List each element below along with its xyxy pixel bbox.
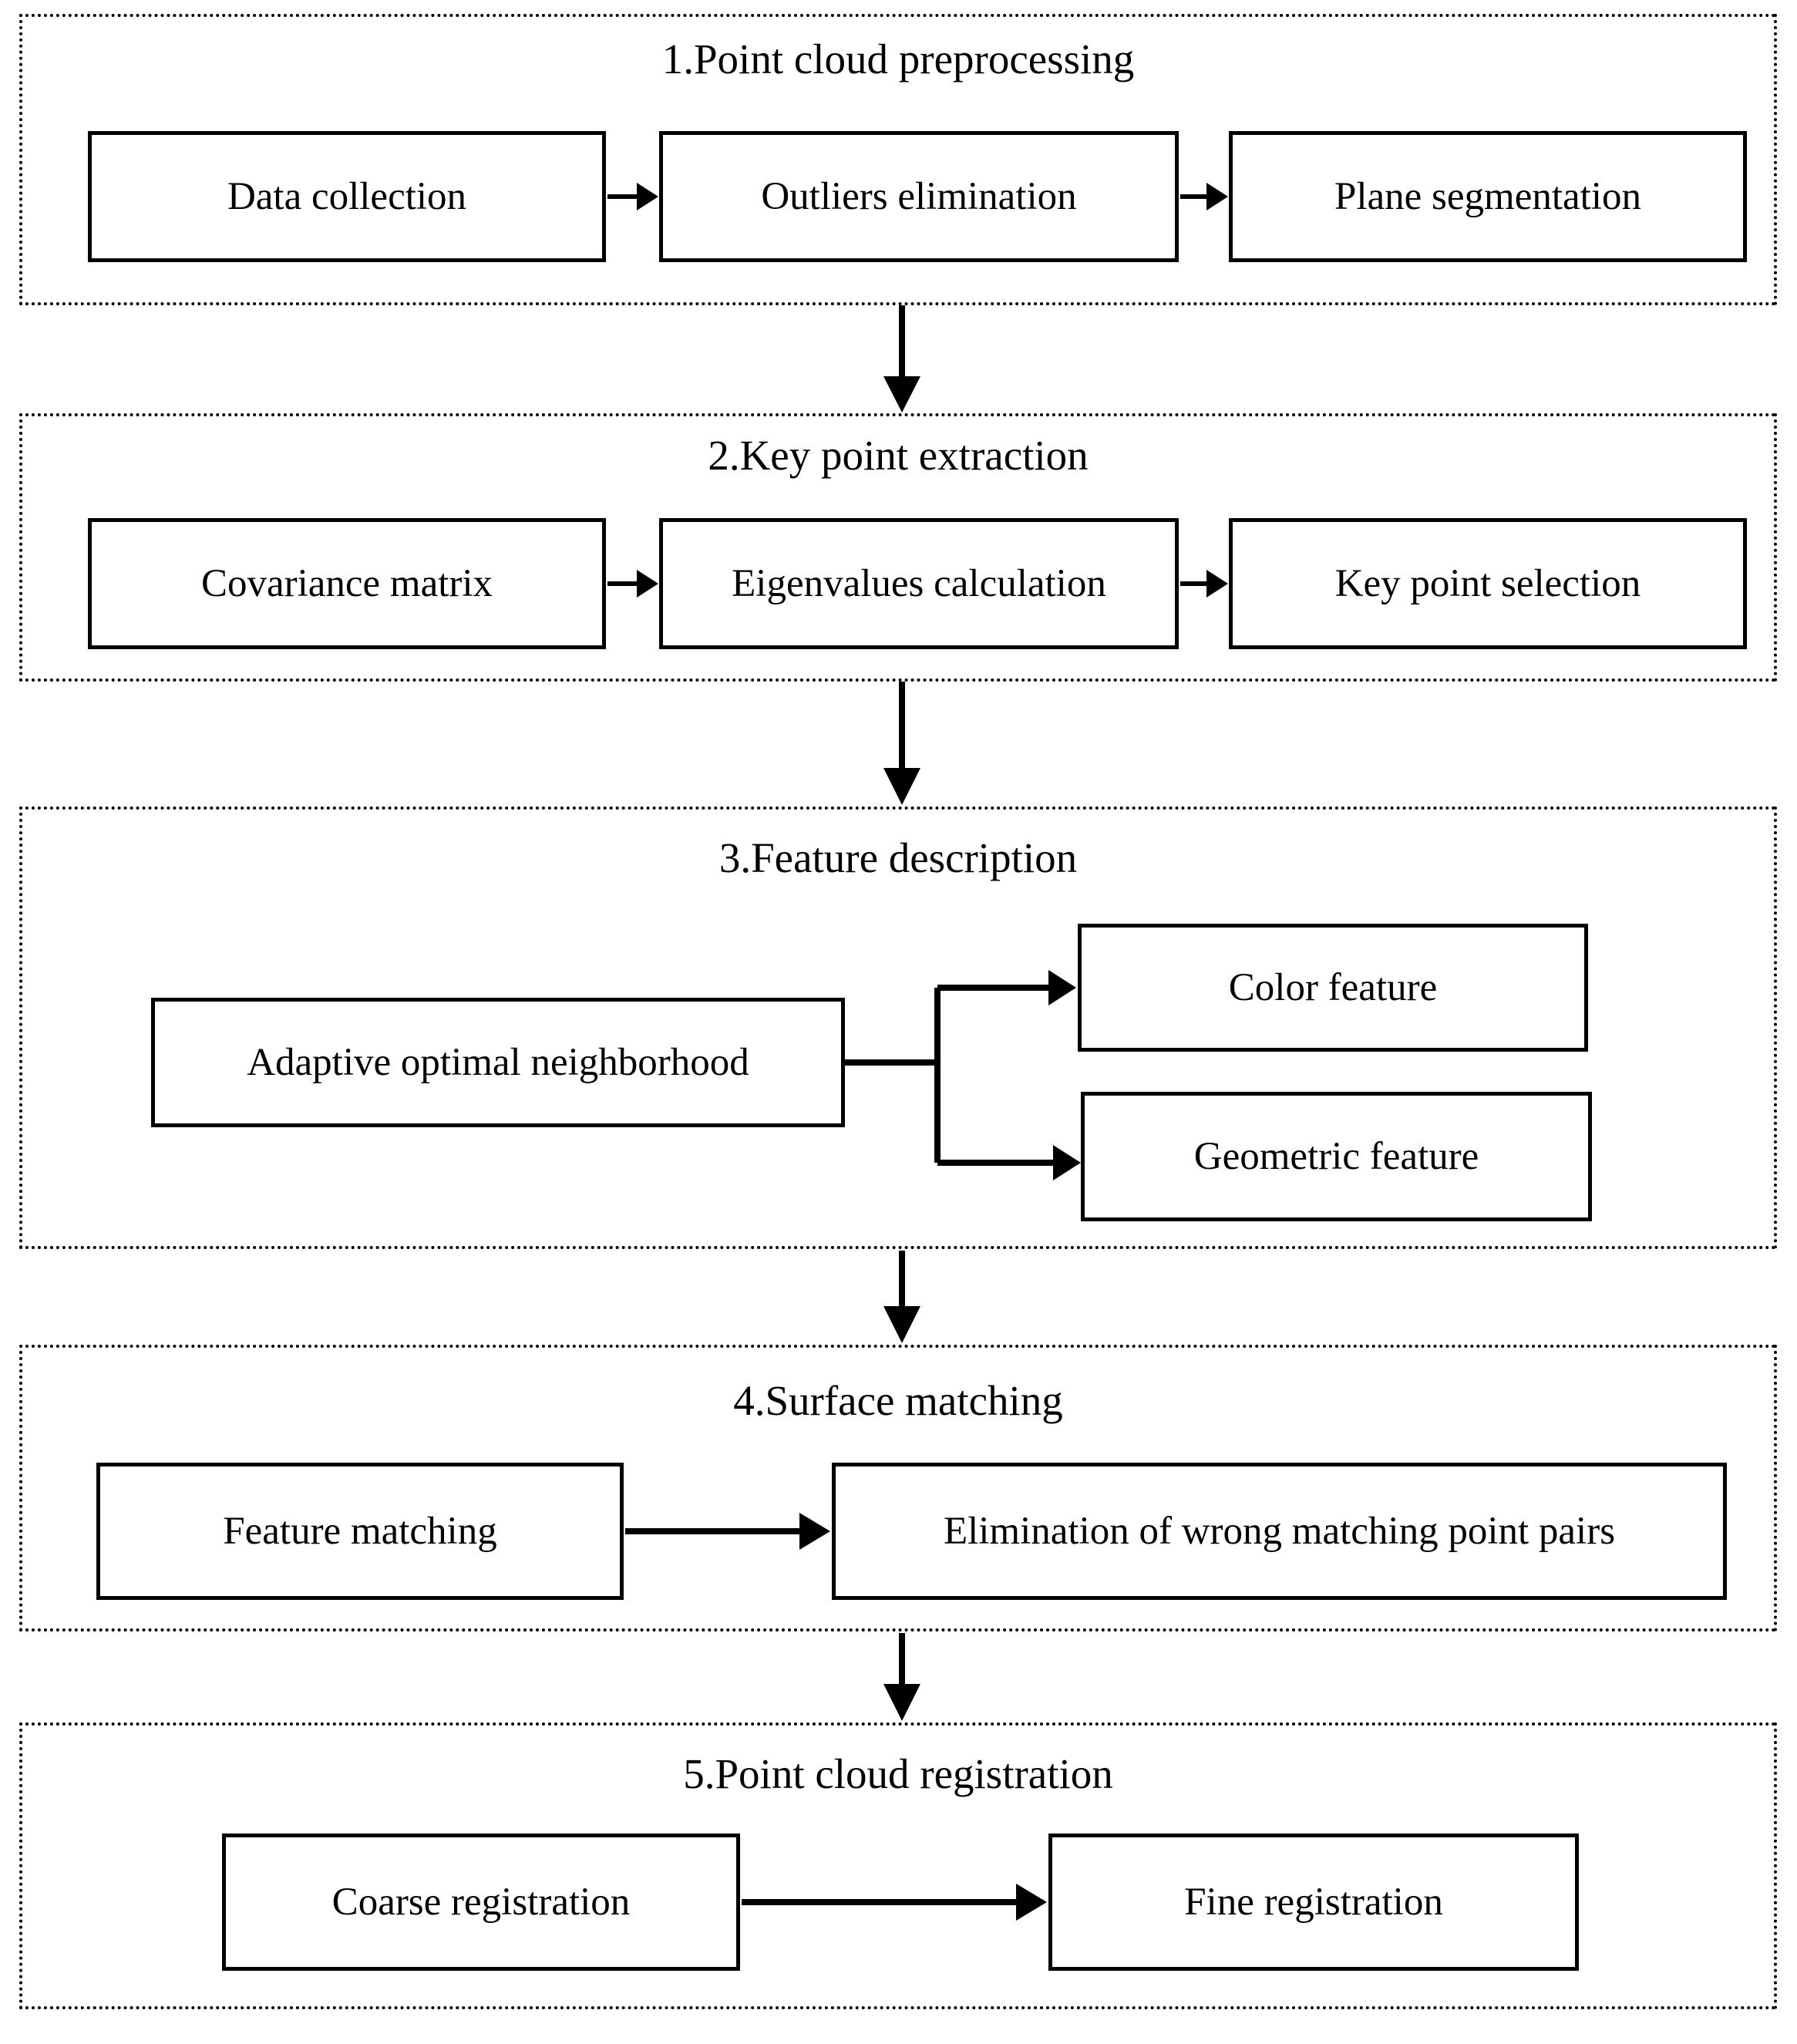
node-fine-registration: Fine registration [1048, 1834, 1579, 1971]
node-data-collection: Data collection [88, 131, 606, 262]
node-outliers-elimination: Outliers elimination [659, 131, 1179, 262]
node-elimination-wrong-matching-pairs: Elimination of wrong matching point pairs [832, 1463, 1727, 1600]
node-key-point-selection: Key point selection [1229, 518, 1747, 649]
section-title-surface-matching: 4.Surface matching [733, 1377, 1063, 1424]
arrow-keypoint-to-feature-description [883, 682, 920, 805]
section-title-point-cloud-registration: 5.Point cloud registration [683, 1750, 1113, 1797]
node-covariance-matrix: Covariance matrix [88, 518, 606, 649]
arrow-feature-description-to-surface-matching [883, 1251, 920, 1343]
node-eigenvalues-calculation: Eigenvalues calculation [659, 518, 1179, 649]
section-title-feature-description: 3.Feature description [718, 834, 1078, 881]
node-color-feature: Color feature [1078, 924, 1588, 1052]
section-title-preprocessing: 1.Point cloud preprocessing [661, 35, 1135, 83]
node-plane-segmentation: Plane segmentation [1229, 131, 1747, 262]
arrow-surface-matching-to-registration [883, 1633, 920, 1721]
node-adaptive-optimal-neighborhood: Adaptive optimal neighborhood [151, 998, 845, 1127]
arrow-preprocessing-to-keypoint [883, 305, 920, 413]
section-title-key-point-extraction: 2.Key point extraction [708, 432, 1089, 479]
node-geometric-feature: Geometric feature [1081, 1092, 1592, 1221]
node-feature-matching: Feature matching [96, 1463, 624, 1600]
node-coarse-registration: Coarse registration [222, 1834, 740, 1971]
